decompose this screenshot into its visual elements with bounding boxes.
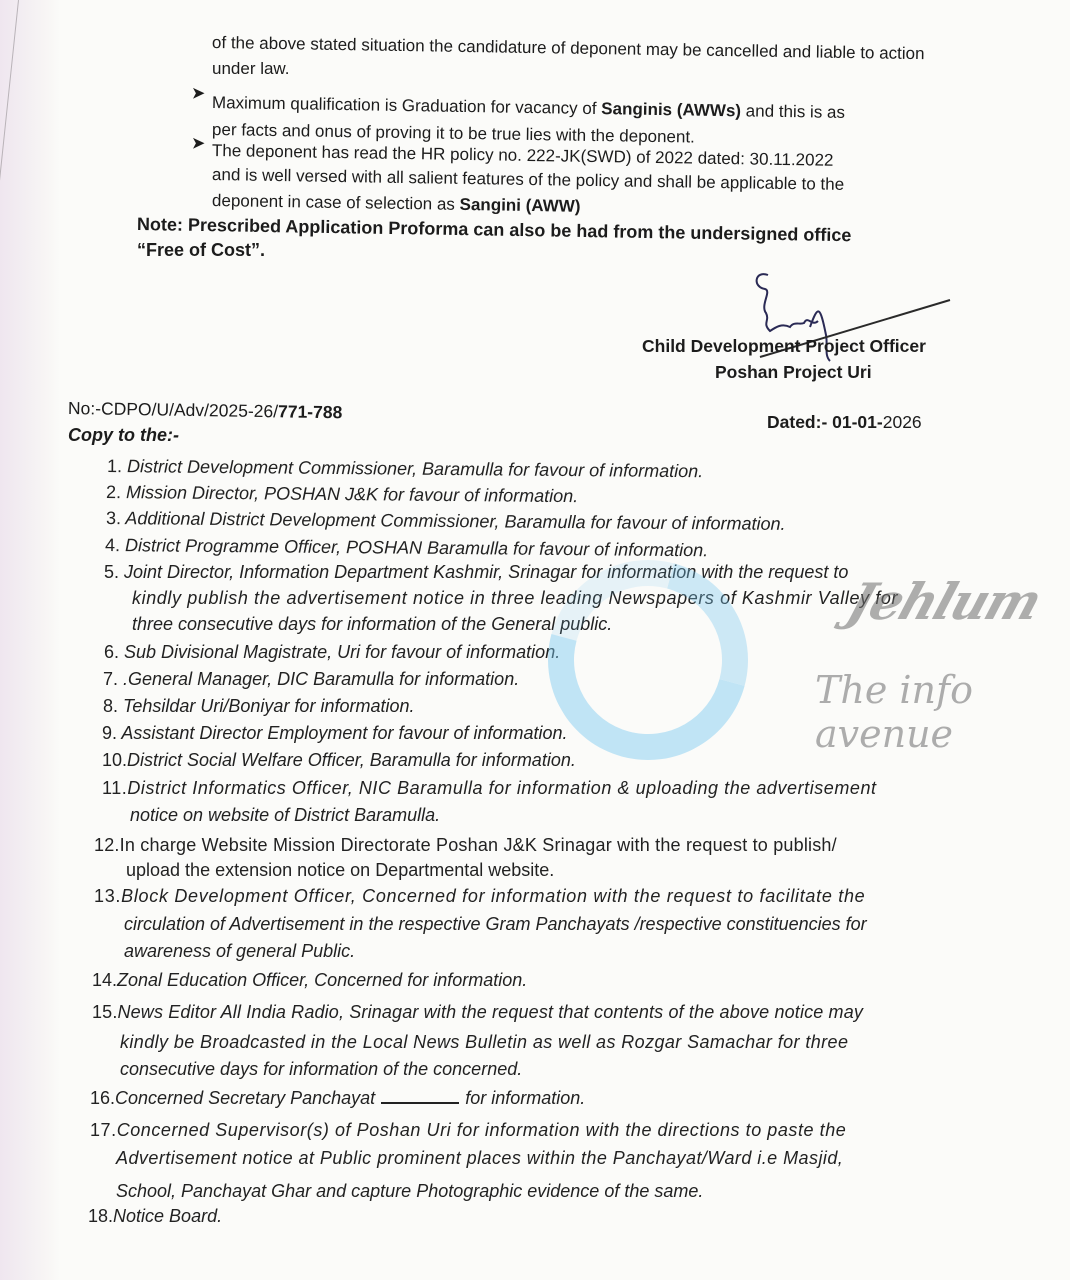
copy-to-heading: Copy to the:-	[68, 425, 179, 445]
item-text: Sub Divisional Magistrate, Uri for favour of information.	[124, 642, 561, 662]
bullet-2-line-2: and is well versed with all salient features of the policy and shall be applicable to the	[211, 165, 845, 194]
item-text: Concerned Secretary Panchayat	[115, 1088, 376, 1108]
copy-item-11	[102, 778, 877, 799]
bullet-1-line-1	[212, 93, 845, 123]
copy-item-1	[107, 456, 703, 482]
copy-item-13	[94, 886, 865, 907]
blank-fill-line	[381, 1088, 459, 1104]
dated-label: Dated:-	[767, 412, 833, 432]
copy-item-17-line-2: Advertisement notice at Public prominent places within the Panchayat/Ward i.e Masjid,	[116, 1148, 844, 1168]
copy-item-15-line-2: kindly be Broadcasted in the Local News Bulletin as well as Rozgar Samachar for three	[120, 1032, 849, 1052]
ref-range: 771-788	[277, 401, 343, 423]
bold-text: Sanginis (AWWs)	[601, 99, 742, 121]
item-number: 6.	[104, 642, 120, 662]
item-text: Tehsildar Uri/Boniyar for information.	[123, 696, 415, 716]
item-number: 13.	[94, 886, 122, 906]
ref-prefix: No:-CDPO/U/Adv/2025-26/	[67, 398, 279, 422]
item-number: 12.	[94, 835, 120, 855]
copy-item-18	[88, 1206, 222, 1227]
copy-item-8	[103, 696, 415, 717]
copy-item-12-line-2: upload the extension notice on Departmental website.	[126, 860, 555, 880]
reference-number	[68, 398, 343, 423]
copy-item-6	[104, 642, 560, 663]
copy-item-14	[92, 970, 527, 991]
item-text: Notice Board.	[113, 1206, 223, 1226]
bold-text: Sangini (AWW)	[459, 194, 581, 216]
item-number: 1.	[106, 456, 123, 477]
item-text: District Programme Officer, POSHAN Baramulla for favour of information.	[124, 535, 709, 561]
item-number: 15.	[92, 1002, 118, 1022]
item-number: 17.	[90, 1120, 117, 1140]
dated-year: 2026	[882, 412, 922, 432]
item-number: 3.	[105, 508, 122, 529]
copy-item-16	[90, 1088, 585, 1109]
item-number: 9.	[102, 723, 118, 743]
copy-item-7	[103, 669, 519, 690]
text: Maximum qualification is Graduation for vacancy of	[211, 93, 602, 119]
copy-item-13-line-3: awareness of general Public.	[124, 941, 356, 961]
item-text: Joint Director, Information Department Kashmir, Srinagar for information with the request to	[124, 562, 849, 582]
item-text: District Social Welfare Officer, Baramulla for information.	[127, 750, 576, 770]
item-text: Zonal Education Officer, Concerned for information.	[117, 970, 528, 990]
item-number: 2.	[105, 482, 122, 503]
item-text: Block Development Officer, Concerned for information with the request to facilitate the	[121, 886, 866, 906]
copy-item-3	[106, 508, 786, 535]
bullet-2-line-3	[212, 191, 581, 217]
watermark-brand: Jehlum	[840, 572, 1048, 631]
text: and this is as	[740, 101, 846, 122]
bullet-arrow-icon: ➤	[192, 85, 205, 102]
copy-item-5-line-2: kindly publish the advertisement notice in three leading Newspapers of Kashmir Valley for	[132, 588, 899, 608]
continuation-line-1: of the above stated situation the candidature of deponent may be cancelled and liable to action	[211, 33, 925, 64]
item-text: Assistant Director Employment for favour of information.	[121, 723, 568, 743]
item-number: 8.	[103, 696, 119, 716]
item-text: Concerned Supervisor(s) of Poshan Uri for information with the directions to paste the	[116, 1120, 847, 1140]
item-number: 10.	[102, 750, 128, 770]
copy-item-9	[102, 723, 568, 744]
copy-item-5-line-3: three consecutive days for information of the General public.	[132, 614, 613, 634]
copy-item-10	[102, 750, 576, 771]
item-number: 11.	[102, 778, 128, 798]
item-number: 5.	[104, 562, 120, 582]
copy-item-11-line-2: notice on website of District Baramulla.	[130, 805, 441, 825]
item-text: District Informatics Officer, NIC Baramulla for information & uploading the advertisement	[127, 778, 877, 798]
item-text: Mission Director, POSHAN J&K for favour of information.	[125, 482, 579, 507]
item-number: 16.	[90, 1088, 116, 1108]
note-line-2: “Free of Cost”.	[137, 240, 266, 260]
item-text: .General Manager, DIC Baramulla for information.	[123, 669, 520, 689]
signatory-title: Child Development Project Officer	[642, 336, 926, 356]
item-text: News Editor All India Radio, Srinagar with the request that contents of the above notice may	[117, 1002, 864, 1022]
bullet-1-line-2: per facts and onus of proving it to be true lies with the deponent.	[211, 120, 696, 147]
copy-item-17	[90, 1120, 846, 1141]
item-number: 14.	[92, 970, 118, 990]
reference-date	[767, 412, 922, 433]
bullet-2-line-1: The deponent has read the HR policy no. 222-JK(SWD) of 2022 dated: 30.11.2022	[211, 141, 834, 170]
item-number: 18.	[88, 1206, 114, 1226]
text: deponent in case of selection as	[211, 191, 460, 214]
copy-item-15	[92, 1002, 863, 1023]
item-text: In charge Website Mission Directorate Poshan J&K Srinagar with the request to publish/	[119, 835, 837, 855]
item-number: 4.	[104, 535, 121, 556]
item-text: Additional District Development Commissioner, Baramulla for favour of information.	[125, 508, 786, 534]
bullet-arrow-icon: ➤	[192, 135, 205, 152]
copy-item-17-line-3: School, Panchayat Ghar and capture Photographic evidence of the same.	[116, 1181, 704, 1201]
dated-value: 01-01-	[832, 412, 883, 432]
item-number: 7.	[103, 669, 119, 689]
note-line-1: Note: Prescribed Application Proforma can also be had from the undersigned office	[136, 214, 852, 246]
copy-item-13-line-2: circulation of Advertisement in the respective Gram Panchayats /respective constituencies for	[124, 914, 867, 934]
copy-item-12	[94, 835, 837, 856]
copy-item-15-line-3: consecutive days for information of the concerned.	[120, 1059, 523, 1079]
item-text: for information.	[465, 1088, 586, 1108]
copy-item-4	[105, 535, 708, 561]
watermark-tagline: The info avenue	[815, 668, 973, 756]
continuation-line-2: under law.	[212, 59, 290, 78]
signatory-office: Poshan Project Uri	[715, 362, 872, 382]
copy-item-2	[106, 482, 578, 507]
item-text: District Development Commissioner, Baramulla for favour of information.	[126, 456, 704, 482]
